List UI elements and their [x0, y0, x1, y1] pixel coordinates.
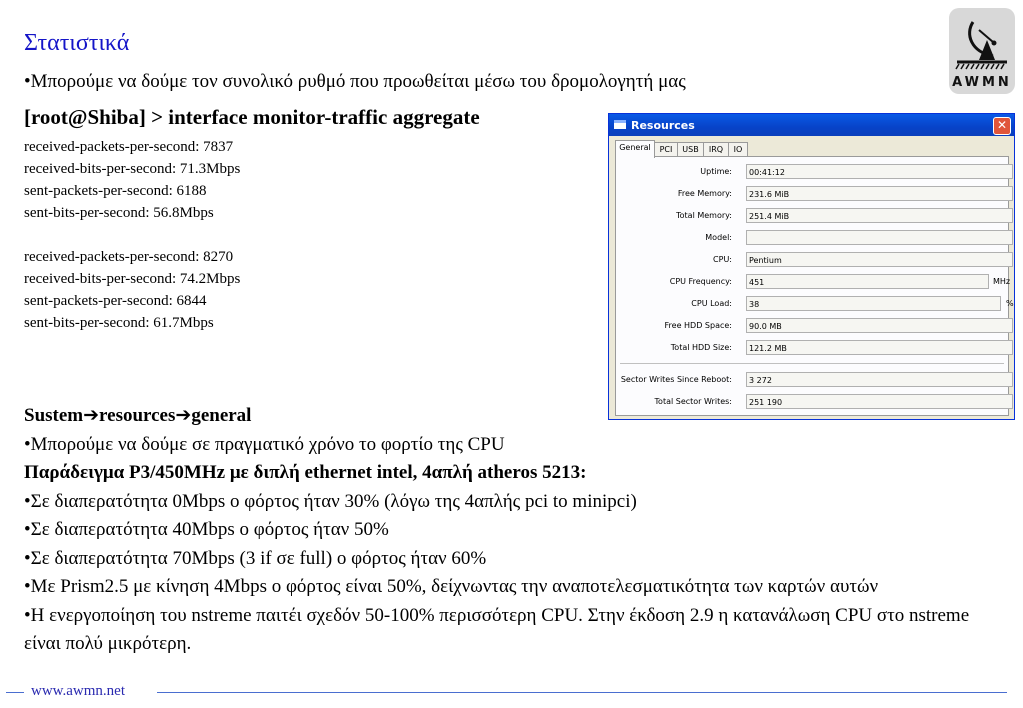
cpu-frequency-label: CPU Frequency: — [669, 277, 732, 286]
stat-line: sent-packets-per-second: 6188 — [24, 183, 207, 199]
tab-pci[interactable]: PCI — [654, 142, 678, 157]
path-part: resources — [99, 405, 176, 426]
tab-usb[interactable]: USB — [677, 142, 704, 157]
arrow-icon: ➔ — [83, 404, 100, 426]
stat-line: sent-packets-per-second: 6844 — [24, 293, 207, 309]
cpu-frequency-field[interactable]: 451 — [746, 274, 989, 289]
total-memory-label: Total Memory: — [676, 211, 732, 220]
dish-antenna-icon — [949, 8, 1015, 74]
awmn-logo — [949, 8, 1015, 94]
total-hdd-label: Total HDD Size: — [670, 343, 732, 352]
sector-writes-reboot-label: Sector Writes Since Reboot: — [620, 375, 732, 384]
stat-line: received-bits-per-second: 74.2Mbps — [24, 271, 241, 287]
window-icon — [614, 120, 626, 129]
path-part: Sustem — [24, 405, 84, 426]
bullet-item: •Σε διαπερατότητα 0Mbps ο φόρτος ήταν 30% (λόγω της 4απλής pci to minipci) — [24, 490, 637, 512]
cpu-intro: •Μπορούμε να δούμε σε πραγματικό χρόνο το φορτίο της CPU — [24, 433, 505, 455]
path-part: general — [191, 405, 252, 426]
close-button[interactable]: ✕ — [993, 117, 1011, 135]
cpu-load-unit: % — [1006, 299, 1014, 308]
total-sector-writes-label: Total Sector Writes: — [654, 397, 732, 406]
free-memory-label: Free Memory: — [677, 189, 732, 198]
sector-writes-reboot-field[interactable]: 3 272 — [746, 372, 1013, 387]
footer-rule-left — [6, 692, 24, 693]
free-hdd-label: Free HDD Space: — [664, 321, 732, 330]
intro-text: •Μπορούμε να δούμε τον συνολικό ρυθμό που προωθείται μέσω του δρομολογητή μας — [24, 71, 686, 92]
example-heading: Παράδειγμα P3/450MHz με διπλή ethernet intel, 4απλή atheros 5213: — [24, 462, 587, 483]
tab-irq[interactable]: IRQ — [703, 142, 729, 157]
resources-window — [608, 113, 1015, 420]
model-label: Model: — [705, 233, 732, 242]
general-panel — [615, 156, 1014, 416]
arrow-icon: ➔ — [175, 404, 192, 426]
footer-url[interactable]: www.awmn.net — [31, 683, 126, 699]
stat-line: received-packets-per-second: 8270 — [24, 249, 234, 265]
uptime-label: Uptime: — [700, 167, 732, 176]
window-title: Resources — [631, 119, 695, 132]
model-field[interactable] — [746, 230, 1013, 245]
bullet-item: •Σε διαπερατότητα 70Mbps (3 if σε full) ο φόρτος ήταν 60% — [24, 547, 487, 569]
bullet-item: •Η ενεργοποίηση του nstreme παιτέι σχεδόν 50-100% περισσότερη CPU. Στην έκδοση 2.9 η κατανάλωση CPU στο nstreme είναι πολύ μικρότερη. — [24, 604, 970, 654]
stats-gap — [24, 224, 240, 246]
total-sector-writes-field[interactable]: 251 190 — [746, 394, 1013, 409]
menu-path — [24, 401, 984, 431]
stat-line: received-bits-per-second: 71.3Mbps — [24, 161, 241, 177]
uptime-field[interactable]: 00:41:12 — [746, 164, 1013, 179]
bullet-item: •Με Prism2.5 με κίνηση 4Mbps ο φόρτος είναι 50%, δείχνωντας την αναποτελεσματικότητα των καρτών αυτών — [24, 576, 879, 597]
free-hdd-field[interactable]: 90.0 MB — [746, 318, 1013, 333]
free-memory-field[interactable]: 231.6 MiB — [746, 186, 1013, 201]
tab-io[interactable]: IO — [728, 142, 748, 157]
tab-general[interactable]: General — [615, 140, 655, 158]
cpu-load-label: CPU Load: — [691, 299, 732, 308]
total-memory-field[interactable]: 251.4 MiB — [746, 208, 1013, 223]
total-hdd-field[interactable]: 121.2 MB — [746, 340, 1013, 355]
logo-text: AWMN — [952, 75, 1012, 90]
traffic-stats — [24, 136, 240, 334]
cpu-field[interactable]: Pentium — [746, 252, 1013, 267]
window-titlebar[interactable] — [609, 114, 1014, 136]
stat-line: sent-bits-per-second: 61.7Mbps — [24, 315, 214, 331]
cpu-load-field[interactable]: 38 — [746, 296, 1001, 311]
stat-line: sent-bits-per-second: 56.8Mbps — [24, 205, 214, 221]
footer-rule-right — [157, 692, 1007, 693]
cpu-label: CPU: — [713, 255, 732, 264]
bullet-item: •Σε διαπερατότητα 40Mbps ο φόρτος ήταν 50% — [24, 519, 389, 540]
cpu-frequency-unit: MHz — [993, 277, 1011, 286]
stat-line: received-packets-per-second: 7837 — [24, 139, 234, 155]
slide-title: Στατιστικά — [24, 30, 130, 56]
body-text — [24, 401, 984, 659]
command-line: [root@Shiba] > interface monitor-traffic aggregate — [24, 105, 480, 129]
panel-separator — [620, 363, 1004, 364]
